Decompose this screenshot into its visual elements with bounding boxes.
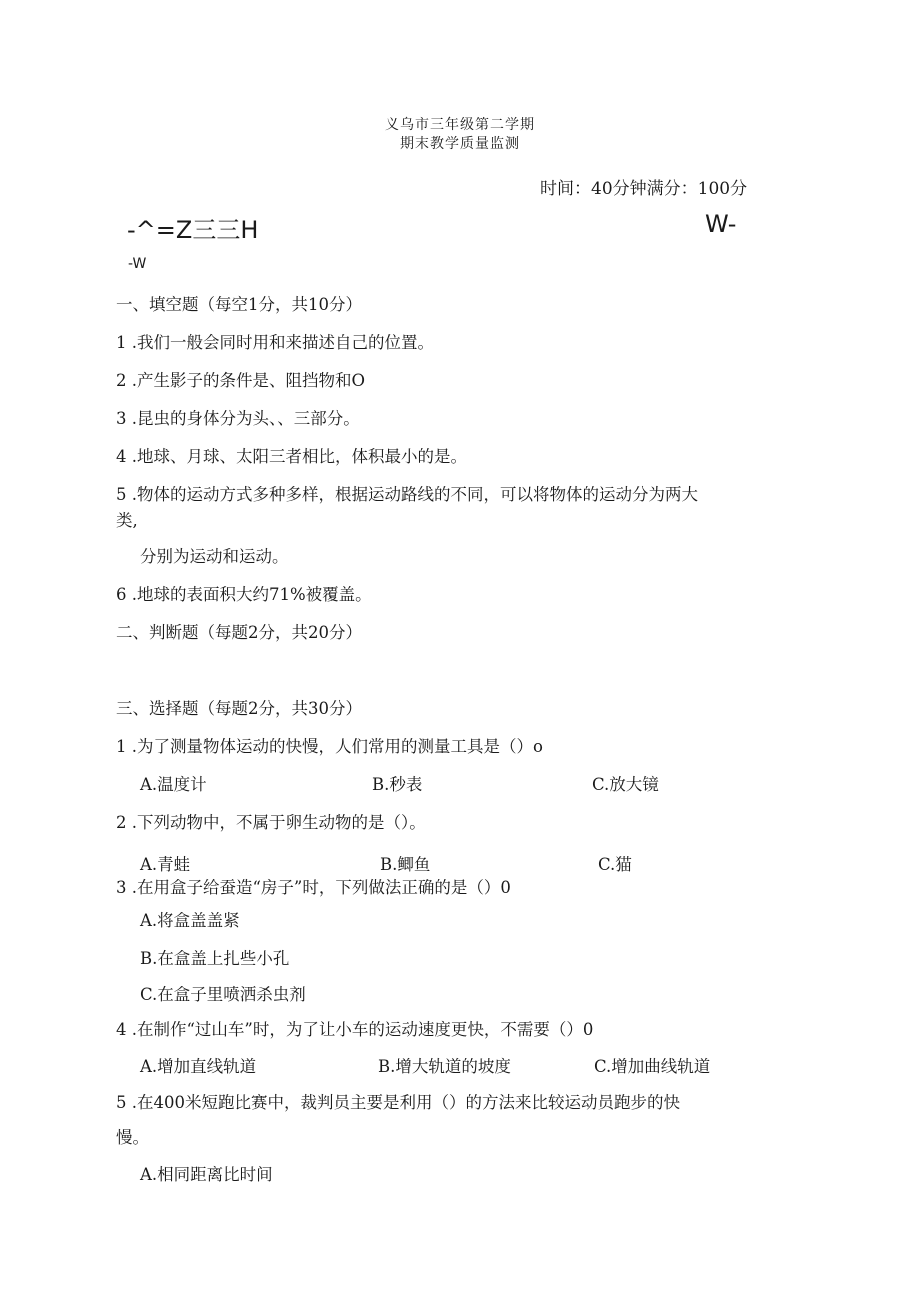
fill-blank-question-1: 1 .我们一般会同时用和来描述自己的位置。 <box>116 333 434 352</box>
exam-title-line2: 期末教学质量监测 <box>400 136 520 152</box>
choice-question-4-option-c: C.增加曲线轨道 <box>594 1057 711 1076</box>
choice-question-5-option-a: A.相同距离比时间 <box>140 1165 273 1184</box>
choice-question-2-option-b: B.鲫鱼 <box>380 855 431 874</box>
choice-question-2-option-a: A.青蛙 <box>140 855 191 874</box>
fill-blank-question-2: 2 .产生影子的条件是、阻挡物和O <box>116 371 366 390</box>
choice-question-2: 2 .下列动物中，不属于卵生动物的是（）。 <box>116 813 426 832</box>
exam-title-line1: 义乌市三年级第二学期 <box>385 117 535 133</box>
choice-question-1-option-c: C.放大镜 <box>592 775 659 794</box>
fill-blank-question-6: 6 .地球的表面积大约71%被覆盖。 <box>116 585 372 604</box>
garbled-text-right: W- <box>705 210 737 238</box>
garbled-text-left: -^=Z三三H <box>127 216 259 244</box>
fill-blank-question-5-line2: 类, <box>116 511 138 530</box>
choice-question-4-option-a: A.增加直线轨道 <box>140 1057 257 1076</box>
choice-question-5-line2: 慢。 <box>116 1128 149 1147</box>
choice-question-4: 4 .在制作“过山车”时，为了让小车的运动速度更快，不需要（）0 <box>116 1020 594 1039</box>
choice-question-2-option-c: C.猫 <box>598 855 632 874</box>
choice-question-5-line1: 5 .在400米短跑比赛中，裁判员主要是利用（）的方法来比较运动员跑步的快 <box>116 1093 680 1112</box>
choice-question-1-option-b: B.秒表 <box>372 775 423 794</box>
fill-blank-question-5-line1: 5 .物体的运动方式多种多样，根据运动路线的不同，可以将物体的运动分为两大 <box>116 485 698 504</box>
choice-question-4-option-b: B.增大轨道的坡度 <box>378 1057 511 1076</box>
choice-question-1-option-a: A.温度计 <box>140 775 207 794</box>
choice-question-3: 3 .在用盒子给蚕造“房子”时，下列做法正确的是（）0 <box>116 878 511 897</box>
section-heading-multiple-choice: 三、选择题（每题2分，共30分） <box>116 699 362 718</box>
exam-time-info: 时间：40分钟满分：100分 <box>540 179 748 199</box>
choice-question-3-option-c: C.在盒子里喷洒杀虫剂 <box>140 985 306 1004</box>
section-heading-true-false: 二、判断题（每题2分，共20分） <box>116 623 362 642</box>
fill-blank-question-5-line3: 分别为运动和运动。 <box>140 547 289 566</box>
choice-question-3-option-b: B.在盒盖上扎些小孔 <box>140 949 290 968</box>
choice-question-1: 1 .为了测量物体运动的快慢，人们常用的测量工具是（）o <box>116 737 543 756</box>
garbled-text-small: -W <box>128 256 147 272</box>
fill-blank-question-4: 4 .地球、月球、太阳三者相比，体积最小的是。 <box>116 447 467 466</box>
choice-question-3-option-a: A.将盒盖盖紧 <box>140 911 240 930</box>
fill-blank-question-3: 3 .昆虫的身体分为头、、三部分。 <box>116 409 360 428</box>
section-heading-fill-blank: 一、填空题（每空1分，共10分） <box>116 295 362 314</box>
